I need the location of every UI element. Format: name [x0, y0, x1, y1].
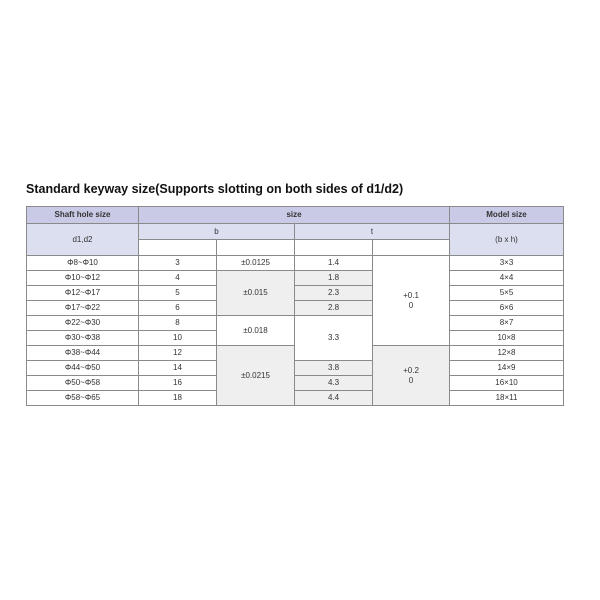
- model-cell: 4×4: [450, 271, 564, 286]
- table-row: [27, 256, 564, 271]
- table-row: [27, 271, 564, 286]
- t-tolerance-cell: [373, 256, 450, 346]
- table-row: [27, 376, 564, 391]
- model-cell: 18×11: [450, 391, 564, 406]
- b-cell: 8: [139, 316, 217, 331]
- b-tolerance-cell: ±0.0125: [217, 256, 295, 271]
- header-row-sub: [27, 224, 564, 240]
- t-cell: 2.3: [295, 286, 373, 301]
- table-row: [27, 361, 564, 376]
- t-cell: 4.3: [295, 376, 373, 391]
- t-cell: 2.8: [295, 301, 373, 316]
- b-tolerance-cell: ±0.015: [217, 271, 295, 316]
- header-b: b: [139, 224, 295, 240]
- header-blank-cell: [217, 240, 295, 256]
- shaft-cell: Φ12~Φ17: [27, 286, 139, 301]
- b-cell: 6: [139, 301, 217, 316]
- t-cell: 4.4: [295, 391, 373, 406]
- shaft-cell: Φ30~Φ38: [27, 331, 139, 346]
- model-cell: 10×8: [450, 331, 564, 346]
- header-blank-cell: [295, 240, 373, 256]
- b-cell: 4: [139, 271, 217, 286]
- header-size: size: [139, 207, 450, 224]
- t-cell: 1.4: [295, 256, 373, 271]
- header-t: t: [295, 224, 450, 240]
- b-cell: 18: [139, 391, 217, 406]
- b-cell: 5: [139, 286, 217, 301]
- b-cell: 10: [139, 331, 217, 346]
- model-cell: 14×9: [450, 361, 564, 376]
- header-blank-cell: [139, 240, 217, 256]
- shaft-cell: Φ22~Φ30: [27, 316, 139, 331]
- t-tolerance-cell: [373, 346, 450, 406]
- model-cell: 5×5: [450, 286, 564, 301]
- shaft-cell: Φ38~Φ44: [27, 346, 139, 361]
- shaft-cell: Φ10~Φ12: [27, 271, 139, 286]
- header-row-main: [27, 207, 564, 224]
- table-row: [27, 316, 564, 331]
- shaft-cell: Φ8~Φ10: [27, 256, 139, 271]
- table-row: [27, 286, 564, 301]
- b-cell: 14: [139, 361, 217, 376]
- shaft-cell: Φ44~Φ50: [27, 361, 139, 376]
- model-cell: 8×7: [450, 316, 564, 331]
- table-row: [27, 391, 564, 406]
- header-b-x-h: (b x h): [450, 224, 564, 256]
- header-d1-d2: d1,d2: [27, 224, 139, 256]
- model-cell: 3×3: [450, 256, 564, 271]
- table-title: Standard keyway size(Supports slotting on both sides of d1/d2): [26, 182, 404, 196]
- model-cell: 12×8: [450, 346, 564, 361]
- shaft-cell: Φ58~Φ65: [27, 391, 139, 406]
- model-cell: 16×10: [450, 376, 564, 391]
- t-tolerance-plus: +0.2: [403, 366, 419, 376]
- b-tolerance-cell: ±0.0215: [217, 346, 295, 406]
- header-blank-cell: [373, 240, 450, 256]
- model-cell: 6×6: [450, 301, 564, 316]
- shaft-cell: Φ17~Φ22: [27, 301, 139, 316]
- b-cell: 3: [139, 256, 217, 271]
- header-model-size: Model size: [450, 207, 564, 224]
- t-tolerance-minus: 0: [408, 300, 414, 310]
- t-tolerance-minus: 0: [408, 375, 414, 385]
- t-cell: 3.3: [295, 316, 373, 361]
- t-cell: 1.8: [295, 271, 373, 286]
- b-cell: 16: [139, 376, 217, 391]
- b-tolerance-cell: ±0.018: [217, 316, 295, 346]
- b-cell: 12: [139, 346, 217, 361]
- t-tolerance-plus: +0.1: [403, 291, 419, 301]
- keyway-size-table: [26, 206, 564, 406]
- table-row: [27, 301, 564, 316]
- t-cell: 3.8: [295, 361, 373, 376]
- shaft-cell: Φ50~Φ58: [27, 376, 139, 391]
- header-shaft-hole-size: Shaft hole size: [27, 207, 139, 224]
